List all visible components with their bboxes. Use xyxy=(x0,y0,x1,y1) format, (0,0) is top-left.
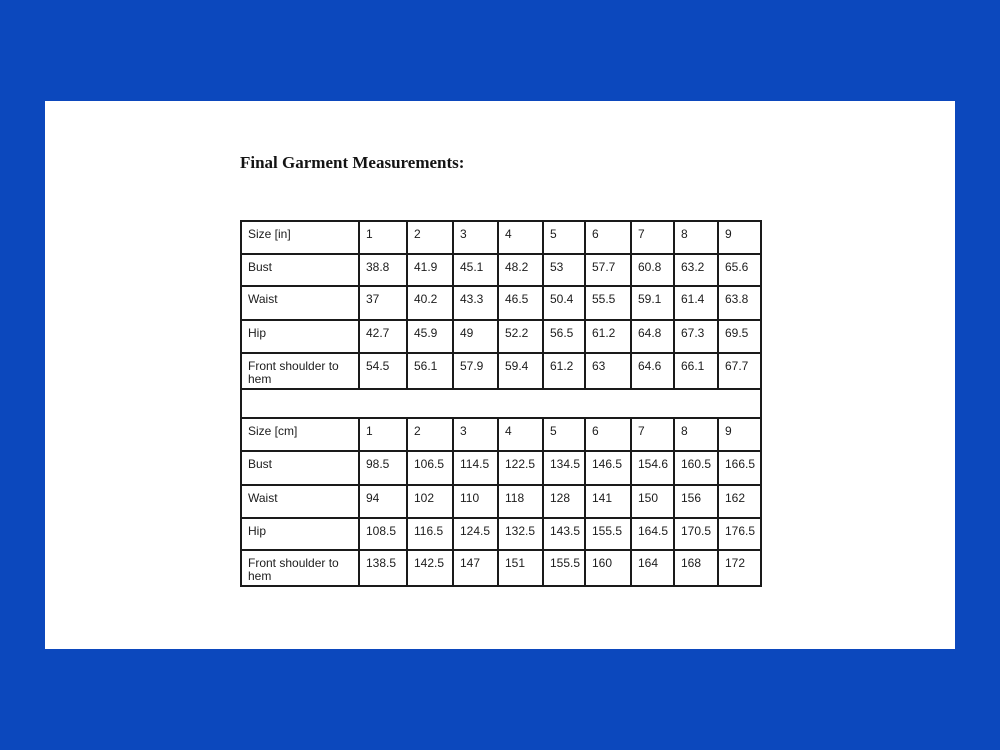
table-cell: 142.5 xyxy=(407,550,453,586)
table-cell: 56.1 xyxy=(407,353,453,389)
table-cell: 52.2 xyxy=(498,320,543,353)
table-cell: 63.2 xyxy=(674,254,718,286)
table-cell: 6 xyxy=(585,221,631,254)
table-cell: 5 xyxy=(543,418,585,451)
table-cell: 45.9 xyxy=(407,320,453,353)
table-cell: 64.6 xyxy=(631,353,674,389)
table-cell: 170.5 xyxy=(674,518,718,550)
table-cell: 176.5 xyxy=(718,518,761,550)
table-cell: 2 xyxy=(407,418,453,451)
table-cell: 160 xyxy=(585,550,631,586)
measurement-label-cell: Bust xyxy=(241,254,359,286)
table-cell: 1 xyxy=(359,418,407,451)
size-header-cell: Size [in] xyxy=(241,221,359,254)
table-cell: 57.7 xyxy=(585,254,631,286)
table-cell: 41.9 xyxy=(407,254,453,286)
table-cell: 67.7 xyxy=(718,353,761,389)
table-cell: 8 xyxy=(674,221,718,254)
table-cell: 172 xyxy=(718,550,761,586)
centimeters-size-header-row xyxy=(241,418,761,451)
table-cell: 49 xyxy=(453,320,498,353)
table-cell: 38.8 xyxy=(359,254,407,286)
table-cell: 54.5 xyxy=(359,353,407,389)
table-cell: 61.4 xyxy=(674,286,718,320)
measurement-label-cell: Front shoulder to hem xyxy=(241,353,359,389)
table-cell: 59.1 xyxy=(631,286,674,320)
table-cell: 3 xyxy=(453,418,498,451)
page-title: Final Garment Measurements: xyxy=(240,153,465,172)
table-cell: 132.5 xyxy=(498,518,543,550)
table-cell: 150 xyxy=(631,485,674,518)
table-cell: 116.5 xyxy=(407,518,453,550)
table-cell: 7 xyxy=(631,418,674,451)
table-cell: 64.8 xyxy=(631,320,674,353)
table-cell: 98.5 xyxy=(359,451,407,485)
measurements-table xyxy=(240,220,762,587)
table-cell: 65.6 xyxy=(718,254,761,286)
table-cell: 37 xyxy=(359,286,407,320)
section-divider-row xyxy=(241,389,761,418)
table-cell: 151 xyxy=(498,550,543,586)
centimeters-row-bust xyxy=(241,451,761,485)
table-cell: 94 xyxy=(359,485,407,518)
table-cell: 7 xyxy=(631,221,674,254)
measurement-label-cell: Bust xyxy=(241,451,359,485)
table-cell: 53 xyxy=(543,254,585,286)
table-cell: 156 xyxy=(674,485,718,518)
table-cell: 155.5 xyxy=(585,518,631,550)
table-cell: 48.2 xyxy=(498,254,543,286)
table-cell: 164 xyxy=(631,550,674,586)
centimeters-row-hip xyxy=(241,518,761,550)
table-cell: 147 xyxy=(453,550,498,586)
inches-size-header-row xyxy=(241,221,761,254)
measurement-label-cell: Waist xyxy=(241,286,359,320)
inches-row-waist xyxy=(241,286,761,320)
table-cell: 143.5 xyxy=(543,518,585,550)
table-cell: 114.5 xyxy=(453,451,498,485)
inches-row-hip xyxy=(241,320,761,353)
table-cell: 122.5 xyxy=(498,451,543,485)
inches-row-bust xyxy=(241,254,761,286)
table-cell: 146.5 xyxy=(585,451,631,485)
table-cell: 60.8 xyxy=(631,254,674,286)
table-cell: 108.5 xyxy=(359,518,407,550)
empty-spacer-cell xyxy=(241,389,761,418)
table-cell: 124.5 xyxy=(453,518,498,550)
table-cell: 155.5 xyxy=(543,550,585,586)
table-cell: 55.5 xyxy=(585,286,631,320)
table-cell: 118 xyxy=(498,485,543,518)
table-cell: 8 xyxy=(674,418,718,451)
table-cell: 162 xyxy=(718,485,761,518)
centimeters-row-waist xyxy=(241,485,761,518)
table-cell: 61.2 xyxy=(585,320,631,353)
inches-row-front-shoulder-to-hem xyxy=(241,353,761,389)
measurement-label-cell: Front shoulder to hem xyxy=(241,550,359,586)
table-cell: 4 xyxy=(498,221,543,254)
table-cell: 106.5 xyxy=(407,451,453,485)
table-cell: 9 xyxy=(718,221,761,254)
measurement-label-cell: Hip xyxy=(241,518,359,550)
measurement-label-cell: Hip xyxy=(241,320,359,353)
table-cell: 69.5 xyxy=(718,320,761,353)
centimeters-row-front-shoulder-to-hem xyxy=(241,550,761,586)
table-cell: 56.5 xyxy=(543,320,585,353)
table-cell: 66.1 xyxy=(674,353,718,389)
table-cell: 138.5 xyxy=(359,550,407,586)
table-cell: 9 xyxy=(718,418,761,451)
table-cell: 57.9 xyxy=(453,353,498,389)
table-cell: 3 xyxy=(453,221,498,254)
table-cell: 2 xyxy=(407,221,453,254)
table-cell: 128 xyxy=(543,485,585,518)
table-cell: 5 xyxy=(543,221,585,254)
table-cell: 59.4 xyxy=(498,353,543,389)
table-cell: 42.7 xyxy=(359,320,407,353)
table-cell: 134.5 xyxy=(543,451,585,485)
table-cell: 46.5 xyxy=(498,286,543,320)
table-cell: 61.2 xyxy=(543,353,585,389)
table-cell: 4 xyxy=(498,418,543,451)
table-cell: 40.2 xyxy=(407,286,453,320)
table-cell: 102 xyxy=(407,485,453,518)
table-cell: 164.5 xyxy=(631,518,674,550)
table-cell: 6 xyxy=(585,418,631,451)
table-cell: 67.3 xyxy=(674,320,718,353)
table-cell: 1 xyxy=(359,221,407,254)
table-cell: 160.5 xyxy=(674,451,718,485)
table-cell: 45.1 xyxy=(453,254,498,286)
table-cell: 168 xyxy=(674,550,718,586)
size-header-cell: Size [cm] xyxy=(241,418,359,451)
table-cell: 154.6 xyxy=(631,451,674,485)
table-cell: 110 xyxy=(453,485,498,518)
table-cell: 63.8 xyxy=(718,286,761,320)
table-cell: 141 xyxy=(585,485,631,518)
table-cell: 43.3 xyxy=(453,286,498,320)
measurement-label-cell: Waist xyxy=(241,485,359,518)
table-cell: 50.4 xyxy=(543,286,585,320)
table-cell: 63 xyxy=(585,353,631,389)
table-cell: 166.5 xyxy=(718,451,761,485)
